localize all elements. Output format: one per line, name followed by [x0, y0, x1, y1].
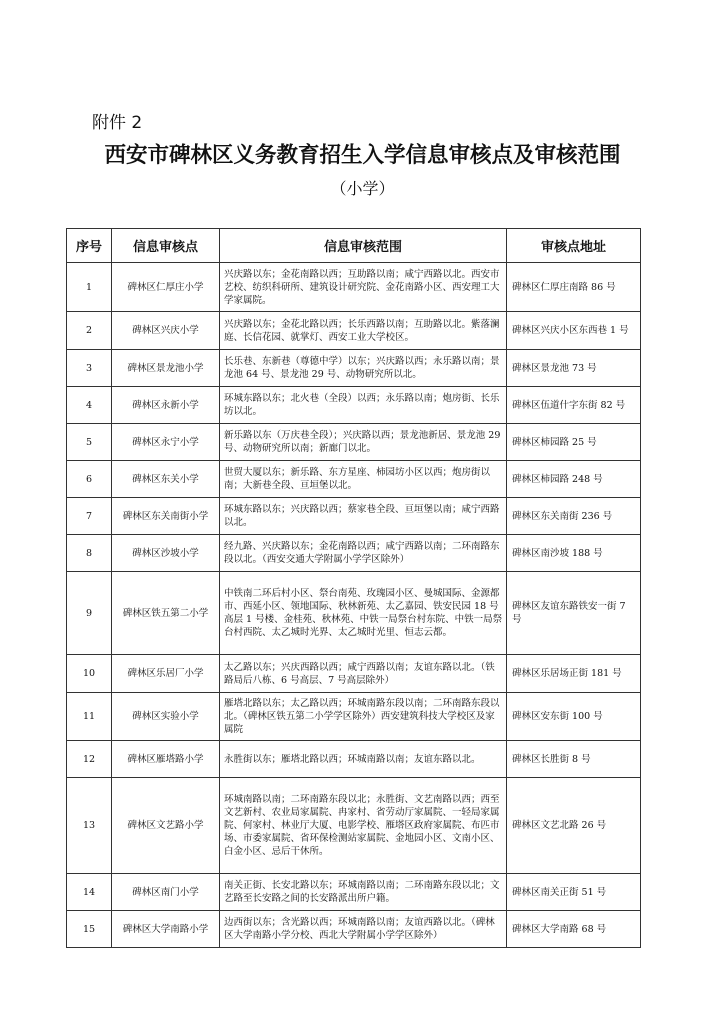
row-scope: 边西街以东；含光路以西；环城南路以南；友谊西路以北。（碑林区大学南路小学分校、西北大学附属小学学区除外）: [220, 911, 507, 948]
table-row: [67, 693, 641, 741]
row-scope: 兴庆路以东；金花南路以西；互助路以南；咸宁西路以北。西安市艺校、纺织科研所、建筑设计研究院、金花南路小区、西安理工大学家属院。: [220, 263, 507, 312]
row-address: 碑林区大学南路 68 号: [507, 911, 641, 948]
row-scope: 经九路、兴庆路以东；金花南路以西；咸宁西路以南；二环南路东段以北。（西安交通大学附属小学学区除外）: [220, 535, 507, 572]
row-school: 碑林区沙坡小学: [112, 535, 220, 572]
row-address: 碑林区伍道什字东街 82 号: [507, 387, 641, 424]
table-row: [67, 778, 641, 874]
row-number: 3: [67, 350, 112, 387]
row-school: 碑林区文艺路小学: [112, 778, 220, 874]
row-address: 碑林区柿园路 25 号: [507, 424, 641, 461]
row-scope: 新乐路以东（万庆巷全段）；兴庆路以西；景龙池新居、景龙池 29 号、动物研究所以南；新廊门以北。: [220, 424, 507, 461]
row-number: 13: [67, 778, 112, 874]
row-number: 15: [67, 911, 112, 948]
row-school: 碑林区永新小学: [112, 387, 220, 424]
row-school: 碑林区东关南街小学: [112, 498, 220, 535]
row-school: 碑林区实验小学: [112, 693, 220, 741]
table-row: [67, 572, 641, 655]
row-number: 2: [67, 312, 112, 350]
row-address: 碑林区长胜街 8 号: [507, 741, 641, 778]
header-number: 序号: [67, 229, 112, 263]
row-scope: 环城东路以东；兴庆路以西；蔡家巷全段、亘垣堡以南；咸宁西路以北。: [220, 498, 507, 535]
row-scope: 雁塔北路以东；太乙路以西；环城南路东段以南；二环南路东段以北。（碑林区铁五第二小学学区除外）西安建筑科技大学校区及家属院: [220, 693, 507, 741]
row-school: 碑林区铁五第二小学: [112, 572, 220, 655]
row-address: 碑林区柿园路 248 号: [507, 461, 641, 498]
row-scope: 环城南路以南；二环南路东段以北；永胜街、文艺南路以西；西至文艺新村、农业局家属院、冉家村、省劳动厅家属院、一轻局家属院、何家村、林业厅大厦、电影学校、雁塔区政府家属院、布匹市场、市委家属院、省环保检测站家属院、金地园小区、文南小区、白金小区、忌后干休所。: [220, 778, 507, 874]
row-school: 碑林区景龙池小学: [112, 350, 220, 387]
row-number: 1: [67, 263, 112, 312]
row-scope: 长乐巷、东新巷（尊德中学）以东；兴庆路以西；永乐路以南；景龙池 64 号、景龙池 29 号、动物研究所以北。: [220, 350, 507, 387]
row-number: 11: [67, 693, 112, 741]
row-address: 碑林区南沙坡 188 号: [507, 535, 641, 572]
row-school: 碑林区乐居厂小学: [112, 655, 220, 693]
table-row: [67, 655, 641, 693]
row-address: 碑林区南关正街 51 号: [507, 874, 641, 911]
document-title: 西安市碑林区义务教育招生入学信息审核点及审核范围: [104, 143, 621, 168]
row-address: 碑林区仁厚庄南路 86 号: [507, 263, 641, 312]
row-number: 9: [67, 572, 112, 655]
row-address: 碑林区景龙池 73 号: [507, 350, 641, 387]
row-address: 碑林区安东街 100 号: [507, 693, 641, 741]
row-school: 碑林区东关小学: [112, 461, 220, 498]
header-review-point: 信息审核点: [112, 229, 220, 263]
table-row: [67, 387, 641, 424]
row-school: 碑林区雁塔路小学: [112, 741, 220, 778]
row-scope: 环城东路以东；北火巷（全段）以西；永乐路以南；炮房街、长乐坊以北。: [220, 387, 507, 424]
row-number: 8: [67, 535, 112, 572]
table-row: [67, 535, 641, 572]
row-address: 碑林区友谊东路铁安一街 7 号: [507, 572, 641, 655]
table-row: [67, 350, 641, 387]
row-address: 碑林区东关南街 236 号: [507, 498, 641, 535]
row-number: 6: [67, 461, 112, 498]
row-school: 碑林区仁厚庄小学: [112, 263, 220, 312]
header-review-scope: 信息审核范围: [220, 229, 507, 263]
table-row: [67, 461, 641, 498]
row-scope: 兴庆路以东；金花北路以西；长乐西路以南；互助路以北。紫落澜庭、长信花园、就掌灯、西安工业大学校区。: [220, 312, 507, 350]
row-scope: 南关正街、长安北路以东；环城南路以南；二环南路东段以北；文艺路至长安路之间的长安路派出所户籍。: [220, 874, 507, 911]
table-row: [67, 312, 641, 350]
row-school: 碑林区兴庆小学: [112, 312, 220, 350]
row-number: 4: [67, 387, 112, 424]
row-number: 14: [67, 874, 112, 911]
review-points-table: [66, 228, 641, 948]
row-number: 5: [67, 424, 112, 461]
row-scope: 太乙路以东；兴庆西路以西；咸宁西路以南；友谊东路以北。（铁路局后八栋、6 号高层、7 号高层除外）: [220, 655, 507, 693]
row-scope: 永胜街以东；雁塔北路以西；环城南路以南；友谊东路以北。: [220, 741, 507, 778]
row-address: 碑林区文艺北路 26 号: [507, 778, 641, 874]
row-scope: 中铁南二环后村小区、祭台南苑、玫瑰园小区、曼城国际、金源都市、西延小区、领地国际、秋林新苑、太乙嘉园、铁安民园 18 号高层 1 号楼、金桂苑、秋林苑、中铁一局祭台村东院、中铁一局祭台村西院、太乙城时光界、太乙城时光里、恒志云都。: [220, 572, 507, 655]
row-address: 碑林区兴庆小区东西巷 1 号: [507, 312, 641, 350]
table-row: [67, 874, 641, 911]
table-row: [67, 424, 641, 461]
document-subtitle: （小学）: [330, 179, 395, 198]
row-number: 10: [67, 655, 112, 693]
row-number: 12: [67, 741, 112, 778]
header-address: 审核点地址: [507, 229, 641, 263]
table-row: [67, 498, 641, 535]
table-row: [67, 741, 641, 778]
attachment-label: 附件 2: [92, 113, 143, 133]
table-header-row: [67, 229, 641, 263]
table-row: [67, 911, 641, 948]
row-scope: 世贸大厦以东；新乐路、东方星座、柿园坊小区以西；炮房街以南；大新巷全段、亘垣堡以北。: [220, 461, 507, 498]
row-address: 碑林区乐居场正街 181 号: [507, 655, 641, 693]
row-number: 7: [67, 498, 112, 535]
row-school: 碑林区大学南路小学: [112, 911, 220, 948]
row-school: 碑林区南门小学: [112, 874, 220, 911]
table-row: [67, 263, 641, 312]
row-school: 碑林区永宁小学: [112, 424, 220, 461]
